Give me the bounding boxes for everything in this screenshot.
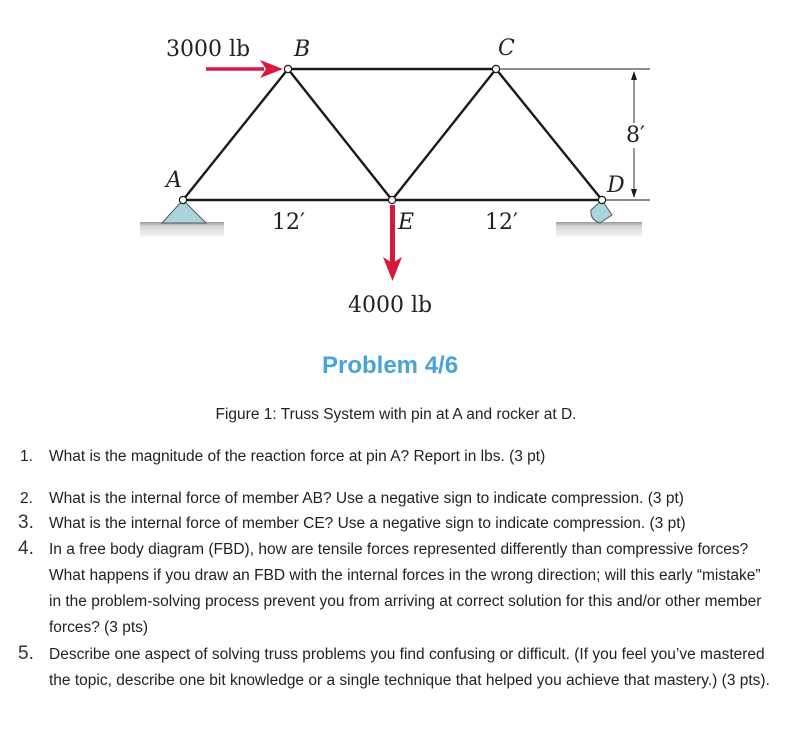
force-label-b: 3000 lb: [166, 37, 251, 62]
member-cd: [496, 69, 602, 200]
member-ce: [392, 69, 496, 200]
joint-b: [284, 65, 291, 72]
joint-c: [492, 65, 499, 72]
question-text: Describe one aspect of solving truss problems you find confusing or difficult. (If you feel you’ve mastered the topic, describe one bit knowledge or a single technique that helped you achieve that mastery.) (3 pts).: [49, 646, 770, 689]
question-text: What is the magnitude of the reaction force at pin A? Report in lbs. (3 pt): [49, 448, 546, 465]
question-number: 5.: [18, 643, 34, 664]
dimension-left-span: 12′: [272, 210, 305, 235]
node-label-e: E: [398, 210, 415, 235]
question-text: In a free body diagram (FBD), how are tensile forces represented differently than compressive forces? What happens if you draw an FBD with the internal forces in the wrong direction; will this early “mistake” in the problem-solving process prevent you from arriving at correct solution for this and/or other member forces? (3 pts): [49, 541, 762, 636]
question-text: What is the internal force of member AB? Use a negative sign to indicate compression. (3 pt): [49, 490, 684, 507]
question-number: 4.: [18, 538, 34, 559]
dimension-right-span: 12′: [485, 210, 518, 235]
question-number: 3.: [18, 512, 34, 533]
question-number: 2.: [20, 490, 33, 507]
figure-caption: Figure 1: Truss System with pin at A and rocker at D.: [215, 406, 577, 423]
dimension-height-label: 8′: [626, 123, 645, 148]
joint-e: [388, 196, 395, 203]
ground-right: [556, 222, 642, 236]
problem-title: Problem 4/6: [322, 352, 459, 379]
ground-left: [140, 222, 224, 236]
node-label-a: A: [166, 168, 182, 193]
force-arrow-b: [206, 60, 283, 78]
node-label-b: B: [294, 37, 311, 62]
force-label-e: 4000 lb: [348, 293, 433, 318]
question-text: What is the internal force of member CE? Use a negative sign to indicate compression. (3 pt): [49, 515, 686, 532]
truss-members: [183, 69, 602, 200]
member-be: [288, 69, 392, 200]
node-label-c: C: [498, 36, 515, 61]
joint-a: [179, 196, 186, 203]
joint-d: [598, 196, 605, 203]
member-ab: [183, 69, 288, 200]
question-number: 1.: [20, 448, 33, 465]
node-label-d: D: [607, 173, 625, 198]
